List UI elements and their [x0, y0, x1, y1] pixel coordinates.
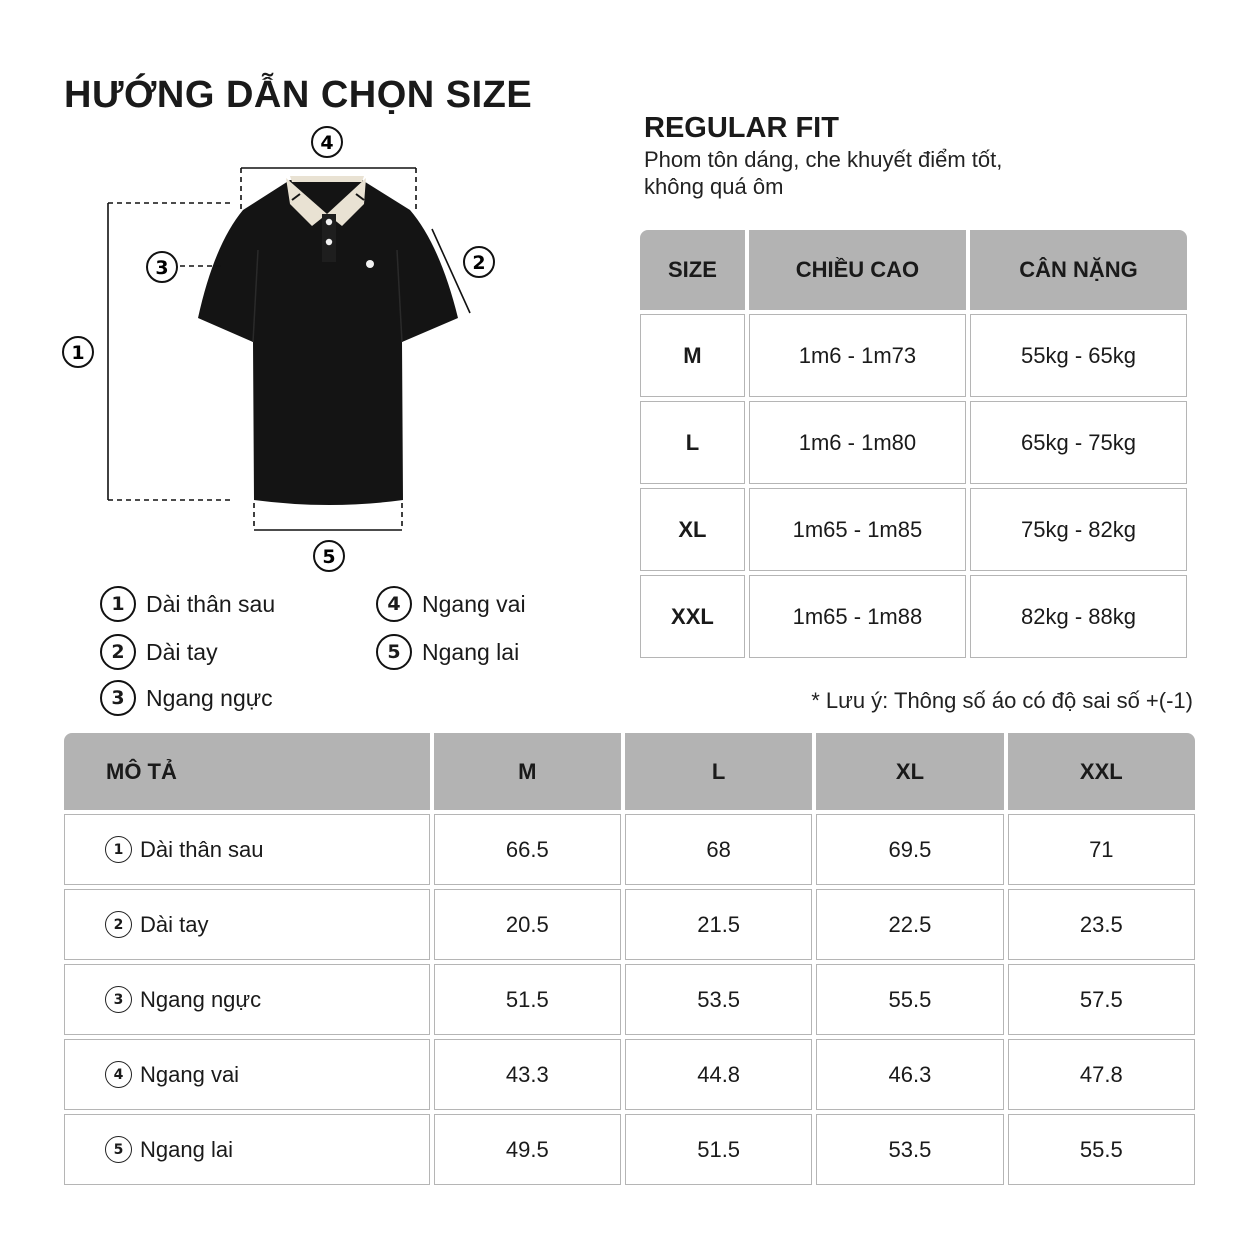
svg-text:1: 1 — [71, 342, 85, 364]
value-cell: 51.5 — [434, 964, 621, 1035]
size-cell: XL — [640, 488, 745, 571]
row-number: 1 — [105, 836, 132, 863]
svg-text:5: 5 — [322, 546, 336, 568]
value-cell: 53.5 — [625, 964, 812, 1035]
legend-item-5 — [376, 634, 519, 670]
legend-number: 2 — [100, 634, 136, 670]
legend-number: 3 — [100, 680, 136, 716]
page-title: HƯỚNG DẪN CHỌN SIZE — [64, 74, 533, 116]
svg-text:2: 2 — [472, 252, 486, 274]
legend-item-4 — [376, 586, 526, 622]
row-number: 5 — [105, 1136, 132, 1163]
legend-item-2 — [100, 634, 218, 670]
shirt-diagram — [50, 120, 570, 580]
description-cell — [64, 1114, 430, 1185]
legend-number: 4 — [376, 586, 412, 622]
description-cell — [64, 1039, 430, 1110]
table-row — [64, 1039, 1195, 1110]
row-number: 2 — [105, 911, 132, 938]
size-recommendation-table — [636, 226, 1191, 662]
table-row — [640, 488, 1187, 571]
value-cell: 44.8 — [625, 1039, 812, 1110]
legend-item-3 — [100, 680, 273, 716]
polo-shirt-image — [198, 176, 458, 505]
fit-description-line: Phom tôn dáng, che khuyết điểm tốt, — [644, 147, 1003, 172]
column-header: M — [434, 733, 621, 810]
value-cell: 55.5 — [1008, 1114, 1195, 1185]
description-cell — [64, 964, 430, 1035]
table-row — [64, 964, 1195, 1035]
column-header: SIZE — [640, 230, 745, 310]
value-cell: 21.5 — [625, 889, 812, 960]
value-cell: 69.5 — [816, 814, 1003, 885]
value-cell: 49.5 — [434, 1114, 621, 1185]
column-header: MÔ TẢ — [64, 733, 430, 810]
size-cell: M — [640, 314, 745, 397]
legend-label: Dài thân sau — [146, 590, 276, 617]
value-cell: 71 — [1008, 814, 1195, 885]
row-label: Ngang vai — [140, 1061, 240, 1087]
value-cell: 46.3 — [816, 1039, 1003, 1110]
marker-1 — [63, 337, 93, 367]
height-cell: 1m6 - 1m80 — [749, 401, 966, 484]
legend-number: 5 — [376, 634, 412, 670]
table-row — [640, 314, 1187, 397]
marker-3 — [147, 252, 177, 282]
weight-cell: 75kg - 82kg — [970, 488, 1187, 571]
row-label: Ngang ngực — [140, 986, 262, 1012]
tolerance-note: * Lưu ý: Thông số áo có độ sai số +(-1) — [811, 688, 1193, 713]
description-cell — [64, 814, 430, 885]
marker-2 — [464, 247, 494, 277]
fit-description — [644, 146, 1164, 200]
legend-number: 1 — [100, 586, 136, 622]
value-cell: 55.5 — [816, 964, 1003, 1035]
value-cell: 22.5 — [816, 889, 1003, 960]
column-header: CHIỀU CAO — [749, 230, 966, 310]
value-cell: 47.8 — [1008, 1039, 1195, 1110]
column-header: CÂN NẶNG — [970, 230, 1187, 310]
row-label: Dài tay — [140, 911, 209, 937]
size-cell: XXL — [640, 575, 745, 658]
column-header: XXL — [1008, 733, 1195, 810]
weight-cell: 82kg - 88kg — [970, 575, 1187, 658]
table-row — [640, 401, 1187, 484]
legend-label: Dài tay — [146, 638, 218, 665]
table-row — [64, 889, 1195, 960]
measurement-legend — [100, 586, 580, 716]
table-row — [640, 575, 1187, 658]
marker-5 — [314, 541, 344, 571]
row-number: 3 — [105, 986, 132, 1013]
value-cell: 57.5 — [1008, 964, 1195, 1035]
column-header: XL — [816, 733, 1003, 810]
legend-item-1 — [100, 586, 275, 622]
value-cell: 43.3 — [434, 1039, 621, 1110]
row-number: 4 — [105, 1061, 132, 1088]
value-cell: 51.5 — [625, 1114, 812, 1185]
height-cell: 1m65 - 1m85 — [749, 488, 966, 571]
fit-description-line: không quá ôm — [644, 174, 784, 199]
description-cell — [64, 889, 430, 960]
legend-label: Ngang vai — [422, 590, 526, 617]
table-row — [64, 1114, 1195, 1185]
svg-text:3: 3 — [155, 257, 169, 279]
measurement-table — [60, 729, 1199, 1189]
svg-text:4: 4 — [320, 132, 334, 154]
marker-4 — [312, 127, 342, 157]
table-row — [64, 814, 1195, 885]
value-cell: 66.5 — [434, 814, 621, 885]
height-cell: 1m65 - 1m88 — [749, 575, 966, 658]
value-cell: 53.5 — [816, 1114, 1003, 1185]
row-label: Dài thân sau — [140, 836, 264, 862]
value-cell: 20.5 — [434, 889, 621, 960]
table-header-row — [640, 230, 1187, 310]
value-cell: 68 — [625, 814, 812, 885]
height-cell: 1m6 - 1m73 — [749, 314, 966, 397]
value-cell: 23.5 — [1008, 889, 1195, 960]
table-header-row — [64, 733, 1195, 810]
size-cell: L — [640, 401, 745, 484]
legend-label: Ngang ngực — [146, 684, 273, 711]
legend-label: Ngang lai — [422, 638, 520, 665]
row-label: Ngang lai — [140, 1136, 233, 1162]
column-header: L — [625, 733, 812, 810]
weight-cell: 55kg - 65kg — [970, 314, 1187, 397]
weight-cell: 65kg - 75kg — [970, 401, 1187, 484]
fit-title: REGULAR FIT — [644, 112, 839, 144]
